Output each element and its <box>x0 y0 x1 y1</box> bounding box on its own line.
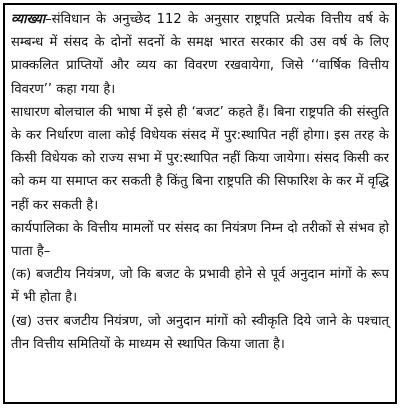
paragraph-budgetary-control: (क) बजटीय नियंत्रण, जो कि बजट के प्रभावी होने से पूर्व अनुदान मांगों के रूप में भी होता है। <box>11 267 389 306</box>
paragraph-control-intro: कार्यपालिका के वित्तीय मामलों पर संसद का नियंत्रण निम्न दो तरीकों से संभव हो पाता है– <box>11 220 389 260</box>
explanation-heading: व्याख्या <box>11 12 46 27</box>
paragraph-explanation <box>11 8 389 101</box>
explanation-text: –संविधान के अनुच्छेद 112 के अनुसार राष्ट्रपति प्रत्येक वित्तीय वर्ष के सम्बन्ध में संसद के दोनों सदनों के समक्ष भारत सरकार की उस वर्ष के लिए प्राक्कलित प्राप्तियों और व्यय का विवरण रखवायेगा, जिसे ‘‘वार्षिक वित्तीय विवरण’’ कहा गया है। <box>11 12 389 97</box>
paragraph-post-budgetary-control: (ख) उत्तर बजटीय नियंत्रण, जो अनुदान मांगों को स्वीकृति दिये जाने के पश्चात् तीन वित्तीय समितियों के माध्यम से स्थापित किया जाता है। <box>11 313 389 352</box>
paragraph-budget: साधारण बोलचाल की भाषा में इसे ही ‘बजट’ कहते हैं। बिना राष्ट्रपति की संस्तुति के कर निर्धारण वाला कोई विधेयक संसद में पुर:स्थापित नहीं होगा। इस तरह के किसी विधेयक को राज्य सभा में पुर:स्थापित नहीं किया जायेगा। संसद किसी कर को कम या समाप्त कर सकती है किंतु बिना राष्ट्रपति की सिफारिश के कर में वृद्धि नहीं कर सकती है। <box>11 104 389 213</box>
text-box <box>3 3 397 404</box>
